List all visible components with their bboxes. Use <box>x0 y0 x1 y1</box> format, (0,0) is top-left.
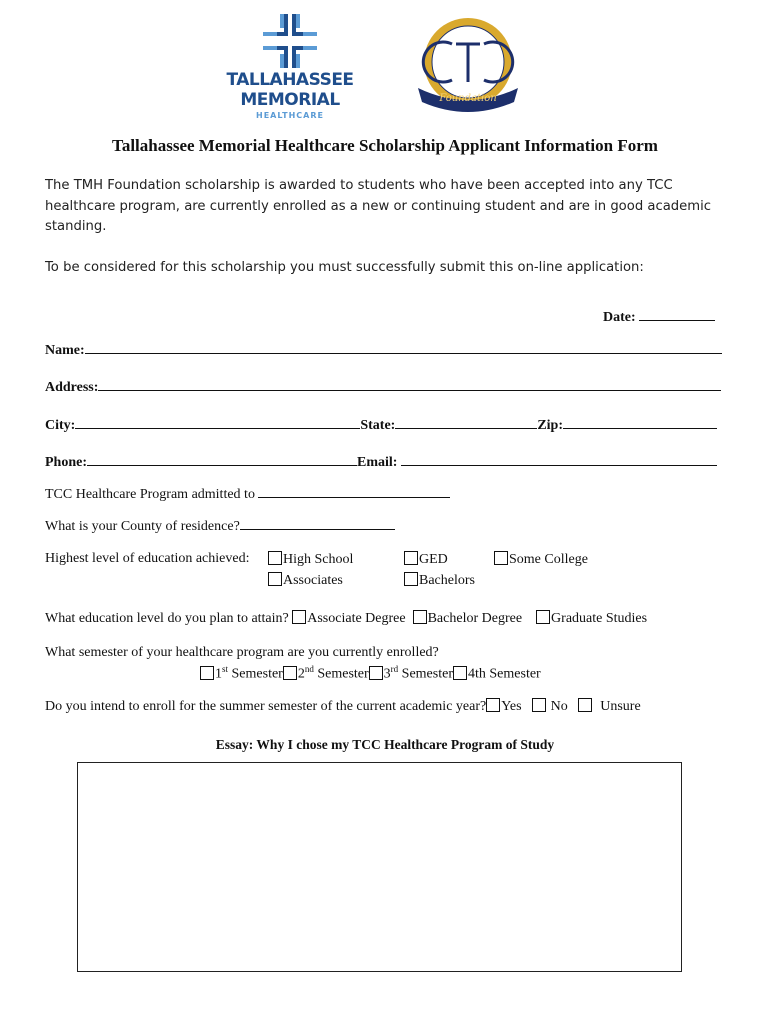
summer-option-no: No <box>550 699 568 714</box>
checkbox-yes[interactable] <box>486 698 500 712</box>
tmh-name-line1: TALLAHASSEE <box>226 70 354 90</box>
checkbox-associate-degree[interactable] <box>292 610 306 624</box>
checkbox-high-school[interactable] <box>268 551 282 565</box>
tmh-name-line2: MEMORIAL <box>240 90 340 110</box>
email-label: Email: <box>357 455 398 470</box>
education-option-high-school[interactable]: High School <box>268 551 353 568</box>
checkbox-associates[interactable] <box>268 572 282 586</box>
checkbox-no[interactable] <box>532 698 546 712</box>
checkbox-semester-1[interactable] <box>200 666 214 680</box>
zip-label: Zip: <box>537 418 564 433</box>
essay-title: Essay: Why I chose my TCC Healthcare Program of Study <box>215 737 555 752</box>
semester-label: What semester of your healthcare program are you currently enrolled? <box>45 645 439 660</box>
tcc-ribbon-text: Foundation <box>439 93 497 104</box>
program-row <box>45 485 450 503</box>
instruction-paragraph: To be considered for this scholarship you must successfully submit this on-line application: <box>45 260 644 275</box>
date-label: Date: <box>603 310 636 325</box>
city-label: City: <box>45 418 76 433</box>
county-field[interactable] <box>240 517 395 530</box>
checkbox-graduate-studies[interactable] <box>536 610 550 624</box>
state-label: State: <box>360 418 396 433</box>
plan-label: What education level do you plan to attain? <box>45 611 289 626</box>
education-option-bachelors[interactable]: Bachelors <box>404 572 475 589</box>
checkbox-semester-3[interactable] <box>369 666 383 680</box>
date-row <box>603 308 715 326</box>
checkbox-ged[interactable] <box>404 551 418 565</box>
education-option-some-college[interactable]: Some College <box>494 551 588 568</box>
name-label: Name: <box>45 343 85 358</box>
county-row <box>45 517 395 535</box>
tmh-name-line3: HEALTHCARE <box>256 111 324 120</box>
checkbox-unsure[interactable] <box>578 698 592 712</box>
plan-option-graduate-studies: Graduate Studies <box>551 611 648 626</box>
summer-row <box>45 698 641 715</box>
plan-option-associate-degree: Associate Degree <box>307 611 406 626</box>
checkbox-some-college[interactable] <box>494 551 508 565</box>
address-field[interactable] <box>98 378 721 391</box>
zip-field[interactable] <box>563 416 717 429</box>
address-row <box>45 378 721 396</box>
summer-option-unsure: Unsure <box>600 699 641 714</box>
phone-email-row <box>45 453 717 471</box>
essay-textarea[interactable] <box>77 762 682 972</box>
semester-options: 1st Semester 2nd Semester 3rd Semester 4th Semester <box>200 664 541 683</box>
checkbox-semester-2[interactable] <box>283 666 297 680</box>
state-field[interactable] <box>395 416 537 429</box>
intro-paragraph: The TMH Foundation scholarship is awarded to students who have been accepted into any TCC healthcare program, are currently enrolled as a new or continuing student and are in good academic standing. <box>45 178 712 234</box>
phone-field[interactable] <box>87 453 357 466</box>
education-option-associates[interactable]: Associates <box>268 572 343 589</box>
education-label: Highest level of education achieved: <box>45 551 250 566</box>
program-label: TCC Healthcare Program admitted to <box>45 487 255 502</box>
tmh-logo <box>225 12 355 120</box>
phone-label: Phone: <box>45 455 87 470</box>
email-field[interactable] <box>401 453 717 466</box>
name-row <box>45 341 722 359</box>
plan-row <box>45 610 647 627</box>
summer-label: Do you intend to enroll for the summer semester of the current academic year? <box>45 699 487 714</box>
form-title: Tallahassee Memorial Healthcare Scholarship Applicant Information Form <box>112 136 658 155</box>
city-state-zip-row <box>45 416 717 434</box>
county-label: What is your County of residence? <box>45 519 240 534</box>
tcc-foundation-seal <box>412 14 524 114</box>
checkbox-bachelor-degree[interactable] <box>413 610 427 624</box>
education-option-ged[interactable]: GED <box>404 551 448 568</box>
tmh-cross-icon <box>225 12 355 70</box>
program-field[interactable] <box>258 485 450 498</box>
address-label: Address: <box>45 380 99 395</box>
plan-option-bachelor-degree: Bachelor Degree <box>427 611 523 626</box>
name-field[interactable] <box>85 341 722 354</box>
checkbox-semester-4[interactable] <box>453 666 467 680</box>
summer-option-yes: Yes <box>501 699 522 714</box>
city-field[interactable] <box>75 416 360 429</box>
date-field[interactable] <box>639 308 715 321</box>
checkbox-bachelors[interactable] <box>404 572 418 586</box>
